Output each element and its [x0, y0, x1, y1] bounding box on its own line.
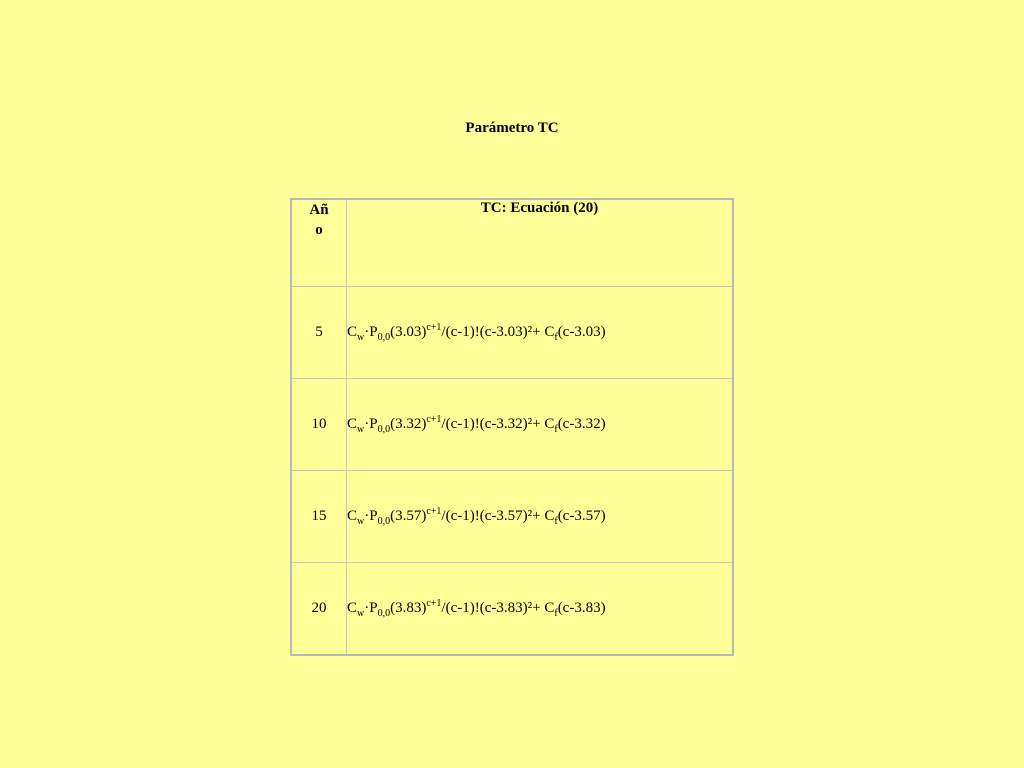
equation-column-header: TC: Ecuación (20) — [347, 199, 734, 287]
equation-cell: $C_w\cdot P_{0,0}(3.83)^{c+1}/(c-1)!(c-3.83)^2+ C_f(c-3.83)$ — [347, 563, 734, 656]
equation-cell: $C_w\cdot P_{0,0}(3.03)^{c+1}/(c-1)!(c-3.03)^2+ C_f(c-3.03)$ — [347, 287, 734, 379]
tc-table — [290, 198, 734, 656]
year-column-header — [291, 199, 347, 287]
year-header-line2: o — [315, 222, 323, 238]
year-header-line1: Añ — [309, 202, 329, 218]
table-row — [291, 563, 733, 656]
table-row — [291, 287, 733, 379]
year-cell: 5 — [291, 287, 347, 379]
year-cell: 20 — [291, 563, 347, 656]
year-cell: 10 — [291, 379, 347, 471]
table-row — [291, 471, 733, 563]
equation-cell: $C_w\cdot P_{0,0}(3.57)^{c+1}/(c-1)!(c-3.57)^2+ C_f(c-3.57)$ — [347, 471, 734, 563]
table-header-row — [291, 199, 733, 287]
year-cell: 15 — [291, 471, 347, 563]
table-row — [291, 379, 733, 471]
equation-cell: $C_w\cdot P_{0,0}(3.32)^{c+1}/(c-1)!(c-3.32)^2+ C_f(c-3.32)$ — [347, 379, 734, 471]
slide-title: Parámetro TC — [465, 120, 559, 136]
